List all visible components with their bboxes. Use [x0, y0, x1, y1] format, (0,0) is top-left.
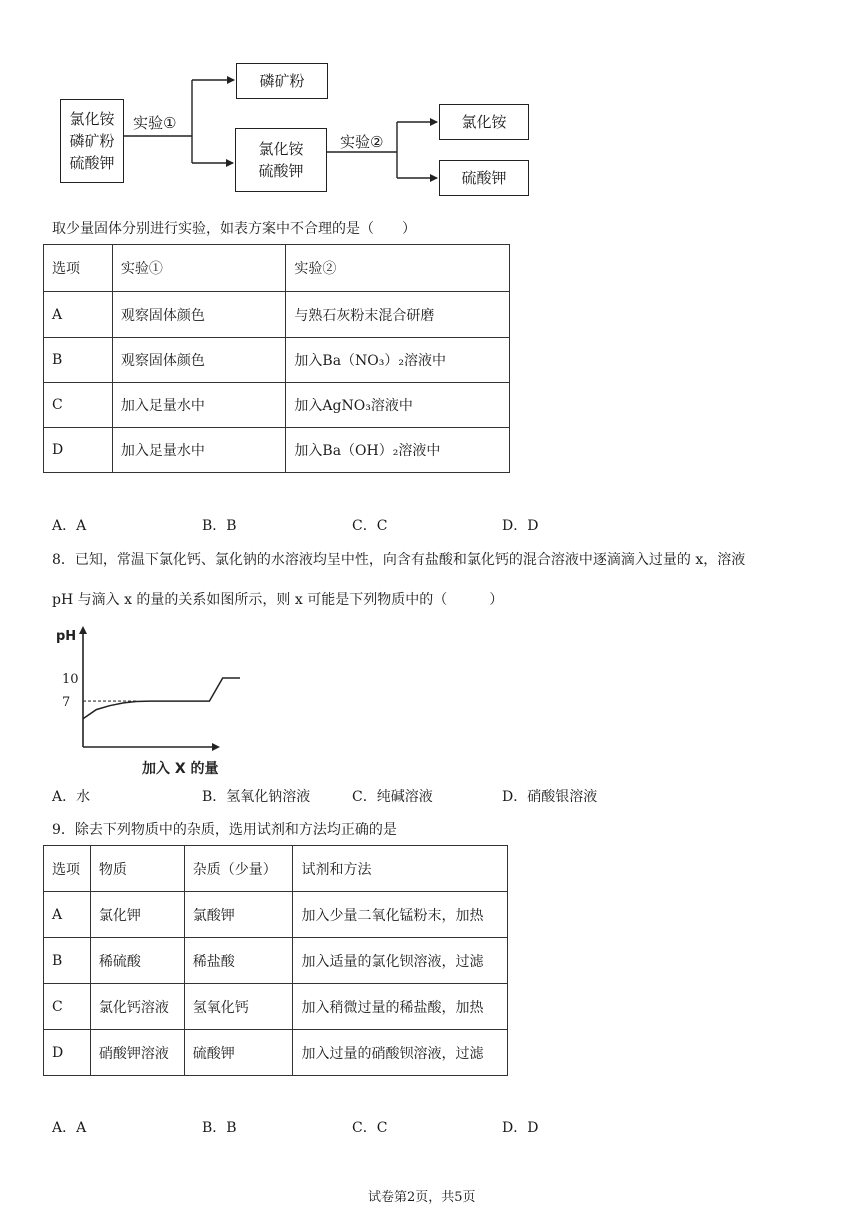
q9-table — [43, 845, 508, 1076]
table-cell: C — [44, 984, 91, 1030]
q7-table — [43, 244, 510, 473]
experiment-2-label: 实验② — [340, 133, 384, 151]
q7-prompt: 取少量固体分别进行实验，如表方案中不合理的是（ ） — [52, 221, 416, 237]
table-cell: A — [44, 292, 113, 338]
header-cell: 实验② — [286, 245, 510, 292]
header-cell: 物质 — [90, 846, 184, 892]
table-cell: 氯化钾 — [90, 892, 184, 938]
table-header-row — [44, 245, 510, 292]
option-c[interactable]: C．C — [352, 518, 388, 534]
table-cell: D — [44, 428, 113, 473]
option-d[interactable]: D．D — [502, 1120, 539, 1136]
table-cell: 加入过量的硝酸钡溶液，过滤 — [293, 1030, 508, 1076]
table-cell: 加入少量二氧化锰粉末，加热 — [293, 892, 508, 938]
q8-line-1: 8．已知，常温下氯化钙、氯化钠的水溶液均呈中性，向含有盐酸和氯化钙的混合溶液中逐滴滴入过量的 x，溶液 — [52, 552, 746, 568]
start-line-1: 氯化铵 — [69, 110, 115, 128]
header-cell: 实验① — [112, 245, 286, 292]
table-cell: 氯酸钾 — [184, 892, 293, 938]
table-row — [44, 428, 510, 473]
table-row — [44, 938, 508, 984]
table-cell: 观察固体颜色 — [112, 292, 286, 338]
option-d[interactable]: D．D — [502, 518, 539, 534]
x-axis-label: 加入 X 的量 — [142, 761, 219, 777]
table-cell: 氢氧化钙 — [184, 984, 293, 1030]
output-box-1: 磷矿粉 — [236, 63, 328, 99]
table-row — [44, 383, 510, 428]
middle-line-1: 氯化铵 — [258, 140, 304, 158]
start-line-3: 硫酸钾 — [69, 154, 115, 172]
option-c[interactable]: C．C — [352, 1120, 388, 1136]
table-cell: D — [44, 1030, 91, 1076]
header-cell: 选项 — [44, 846, 91, 892]
experiment-1-label: 实验① — [133, 114, 177, 132]
table-cell: A — [44, 892, 91, 938]
table-cell: 稀硫酸 — [90, 938, 184, 984]
option-a[interactable]: A．A — [52, 518, 87, 534]
q8-line-2: pH 与滴入 x 的量的关系如图所示，则 x 可能是下列物质中的（ ） — [52, 592, 504, 608]
table-row — [44, 892, 508, 938]
table-cell: 加入足量水中 — [112, 383, 286, 428]
table-cell: 加入Ba（NO₃）₂溶液中 — [286, 338, 510, 383]
table-cell: B — [44, 938, 91, 984]
flow-connectors — [0, 0, 560, 210]
table-cell: 稀盐酸 — [184, 938, 293, 984]
table-cell: 与熟石灰粉末混合研磨 — [286, 292, 510, 338]
header-cell: 试剂和方法 — [293, 846, 508, 892]
table-cell: 加入足量水中 — [112, 428, 286, 473]
y-tick-label: 7 — [62, 695, 71, 711]
table-cell: B — [44, 338, 113, 383]
table-cell: 加入AgNO₃溶液中 — [286, 383, 510, 428]
header-cell: 选项 — [44, 245, 113, 292]
ph-curve — [83, 678, 240, 719]
ph-chart — [40, 622, 240, 780]
page-footer: 试卷第2页，共5页 — [368, 1190, 476, 1205]
table-row — [44, 984, 508, 1030]
q9-prompt: 9．除去下列物质中的杂质，选用试剂和方法均正确的是 — [52, 822, 397, 838]
option-b[interactable]: B．氢氧化钠溶液 — [202, 789, 311, 805]
table-header-row — [44, 846, 508, 892]
y-axis-label: pH — [56, 629, 77, 644]
table-cell: 加入适量的氯化钡溶液，过滤 — [293, 938, 508, 984]
option-a[interactable]: A．A — [52, 1120, 87, 1136]
table-cell: 观察固体颜色 — [112, 338, 286, 383]
table-row — [44, 338, 510, 383]
y-tick-label: 10 — [62, 672, 79, 687]
option-c[interactable]: C．纯碱溶液 — [352, 789, 433, 805]
table-cell: 加入稍微过量的稀盐酸，加热 — [293, 984, 508, 1030]
table-row — [44, 292, 510, 338]
table-cell: 氯化钙溶液 — [90, 984, 184, 1030]
header-cell: 杂质（少量） — [184, 846, 293, 892]
table-cell: C — [44, 383, 113, 428]
table-cell: 加入Ba（OH）₂溶液中 — [286, 428, 510, 473]
table-row — [44, 1030, 508, 1076]
start-line-2: 磷矿粉 — [69, 132, 115, 150]
output-box-2: 氯化铵 — [439, 104, 529, 140]
option-b[interactable]: B．B — [202, 518, 237, 534]
output-box-3: 硫酸钾 — [439, 160, 529, 196]
table-cell: 硫酸钾 — [184, 1030, 293, 1076]
option-d[interactable]: D．硝酸银溶液 — [502, 789, 598, 805]
option-a[interactable]: A．水 — [52, 789, 91, 805]
middle-line-2: 硫酸钾 — [258, 162, 304, 180]
table-cell: 硝酸钾溶液 — [90, 1030, 184, 1076]
option-b[interactable]: B．B — [202, 1120, 237, 1136]
